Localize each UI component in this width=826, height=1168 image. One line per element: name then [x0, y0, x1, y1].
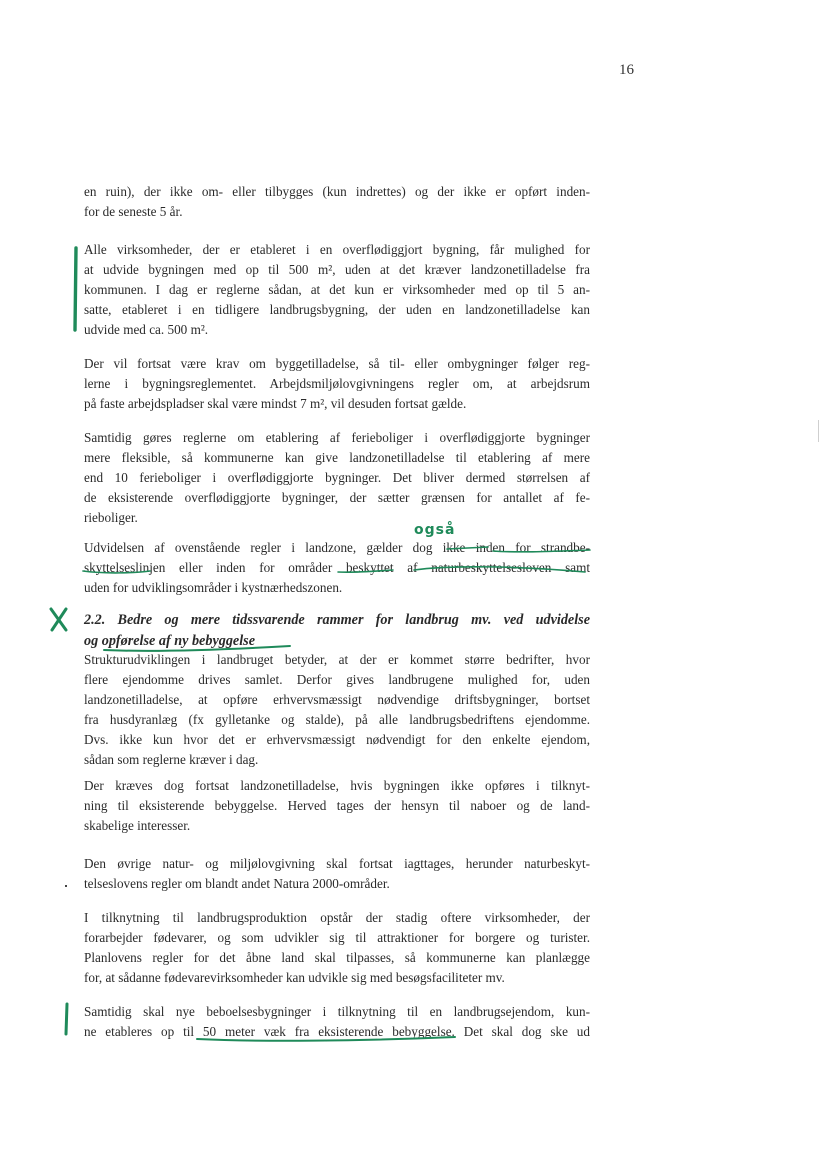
text-line: ning til eksisterende bebyggelse. Herved tages der hensyn til naboer og de land- — [84, 798, 590, 813]
handwritten-word: også — [414, 522, 456, 538]
text-line: rieboliger. — [84, 510, 138, 525]
x-mark — [51, 609, 66, 630]
text-line: Udvidelsen af ovenstående regler i landzone, gælder dog ikke inden for strandbe- — [84, 540, 590, 555]
text-line: uden for udviklingsområder i kystnærhedszonen. — [84, 580, 343, 595]
text-line: kommunen. I dag er reglerne sådan, at det kun er virksomheder med op til 5 an- — [84, 282, 590, 297]
paragraph — [84, 182, 590, 222]
paragraph — [84, 854, 590, 894]
paragraph — [84, 428, 590, 528]
text-line: flere ejendomme drives samlet. Derfor gives landbrugene mulighed for, uden — [84, 672, 590, 687]
margin-bar — [75, 248, 76, 330]
text-line: Den øvrige natur- og miljølovgivning skal fortsat iagttages, herunder naturbeskyt- — [84, 856, 590, 871]
paragraph — [84, 908, 590, 988]
text-line: Der kræves dog fortsat landzonetilladelse, hvis bygningen ikke opføres i tilknyt- — [84, 778, 590, 793]
text-line: Alle virksomheder, der er etableret i en overflødiggjort bygning, får mulighed for — [84, 242, 590, 257]
page-number: 16 — [619, 62, 634, 78]
text-line: lerne i bygningsreglementet. Arbejdsmiljølovgivningens regler om, at arbejdsrum — [84, 376, 590, 391]
section-heading — [84, 610, 590, 652]
text-line: I tilknytning til landbrugsproduktion opstår der stadig oftere virksomheder, der — [84, 910, 590, 925]
text-line: Dvs. ikke kun hvor det er erhvervsmæssigt nødvendigt for den enkelte ejendom, — [84, 732, 590, 747]
text-line: Der vil fortsat være krav om byggetilladelse, så til- eller ombygninger følger reg- — [84, 356, 590, 371]
paragraph — [84, 538, 590, 598]
text-line: mere fleksible, så kommunerne kan give landzonetilladelse til etablering af mere — [84, 450, 590, 465]
text-line: end 10 ferieboliger i overflødiggjorte bygninger. Det bliver dermed størrelsen af — [84, 470, 590, 485]
text-line: en ruin), der ikke om- eller tilbygges (kun indrettes) og der ikke er opført inden- — [84, 184, 590, 199]
text-line: sådan som reglerne kræver i dag. — [84, 752, 259, 767]
text-line: de eksisterende overflødiggjorte bygninger, der sætter grænsen for antallet af fe- — [84, 490, 590, 505]
margin-bar — [66, 1004, 67, 1034]
text-line: for de seneste 5 år. — [84, 204, 183, 219]
paragraph — [84, 650, 590, 770]
text-line: skabelige interesser. — [84, 818, 191, 833]
text-line: fra husdyranlæg (fx gylletanke og stalde), på alle landbrugsbedriftens ejendomme. — [84, 712, 590, 727]
paragraph — [84, 1002, 590, 1042]
paragraph — [84, 240, 590, 340]
text-line: landzonetilladelse, at opføre erhvervsmæssigt nødvendige driftsbygninger, bortset — [84, 692, 590, 707]
text-line: Strukturudviklingen i landbruget betyder, at der er kommet større bedrifter, hvor — [84, 652, 590, 667]
paragraph — [84, 776, 590, 836]
text-line: udvide med ca. 500 m². — [84, 322, 209, 337]
paragraph — [84, 354, 590, 414]
heading-line: 2.2. Bedre og mere tidssvarende rammer for landbrug mv. ved udvidelse — [84, 612, 590, 628]
text-line: ne etableres op til 50 meter væk fra eksisterende bebyggelse. Det skal dog ske ud — [84, 1024, 590, 1039]
text-line: Samtidig gøres reglerne om etablering af ferieboliger i overflødiggjorte bygninger — [84, 430, 590, 445]
text-line: på faste arbejdspladser skal være mindst 7 m², vil desuden fortsat gælde. — [84, 396, 467, 411]
text-line: at udvide bygningen med op til 500 m², uden at det kræver landzonetilladelse fra — [84, 262, 590, 277]
text-line: Planlovens regler for det åbne land skal tilpasses, så kommunerne kan planlægge — [84, 950, 590, 965]
text-line: forarbejder fødevarer, og som udvikler sig til attraktioner for borgere og turister. — [84, 930, 590, 945]
text-line: telseslovens regler om blandt andet Natura 2000-områder. — [84, 876, 390, 891]
text-line: satte, etableret i en tidligere landbrugsbygning, der uden en landzonetilladelse kan — [84, 302, 590, 317]
scan-speck — [65, 885, 67, 887]
text-line: Samtidig skal nye beboelsesbygninger i tilknytning til en landbrugsejendom, kun- — [84, 1004, 590, 1019]
heading-line: og opførelse af ny bebyggelse — [84, 633, 255, 649]
text-line: skyttelseslinjen eller inden for områder beskyttet af naturbeskyttelsesloven samt — [84, 560, 590, 575]
scan-edge-mark — [818, 420, 819, 442]
text-line: for, at sådanne fødevarevirksomheder kan udvikle sig med besøgsfaciliteter mv. — [84, 970, 505, 985]
